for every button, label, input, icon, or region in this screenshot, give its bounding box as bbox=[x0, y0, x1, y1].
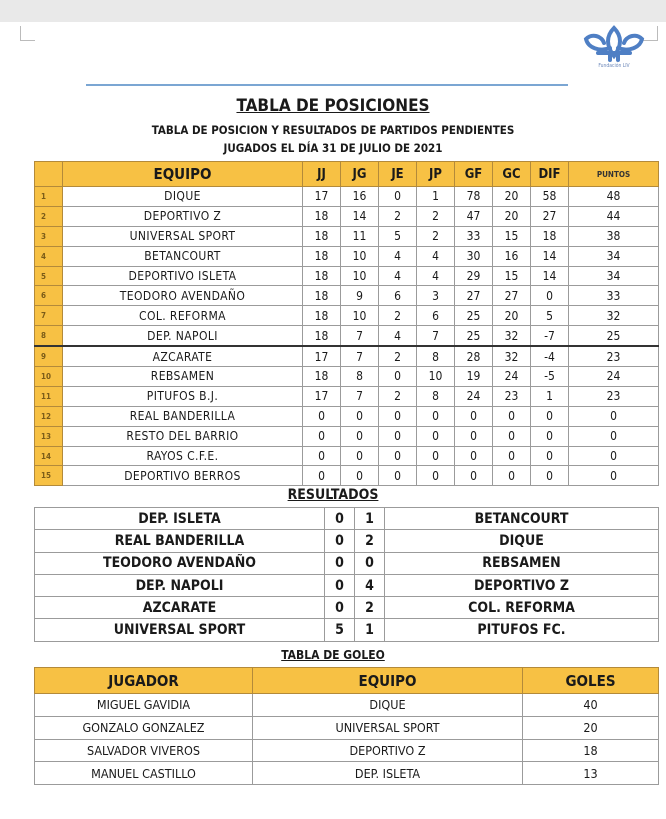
standings-row bbox=[35, 286, 659, 306]
standings-row bbox=[35, 226, 659, 246]
jj-cell: 18 bbox=[303, 326, 341, 346]
col-header-jj: JJ bbox=[303, 162, 341, 187]
result-row bbox=[35, 552, 659, 574]
standings-row bbox=[35, 446, 659, 466]
position-cell: 10 bbox=[35, 367, 63, 387]
dif-cell: 0 bbox=[531, 426, 569, 446]
home-team-cell: REAL BANDERILLA bbox=[35, 530, 325, 552]
position-cell: 6 bbox=[35, 286, 63, 306]
jp-cell: 8 bbox=[417, 386, 455, 406]
gc-cell: 27 bbox=[493, 286, 531, 306]
gc-cell: 0 bbox=[493, 426, 531, 446]
je-cell: 2 bbox=[379, 386, 417, 406]
team-cell: REBSAMEN bbox=[63, 367, 303, 387]
jg-cell: 7 bbox=[341, 346, 379, 366]
col-header-gf: GF bbox=[455, 162, 493, 187]
away-score-cell: 2 bbox=[355, 530, 385, 552]
puntos-cell: 44 bbox=[569, 206, 659, 226]
puntos-cell: 0 bbox=[569, 466, 659, 486]
home-team-cell: TEODORO AVENDAÑO bbox=[35, 552, 325, 574]
jj-cell: 0 bbox=[303, 446, 341, 466]
je-cell: 2 bbox=[379, 306, 417, 326]
team-cell: UNIVERSAL SPORT bbox=[63, 226, 303, 246]
dif-cell: 58 bbox=[531, 187, 569, 207]
dif-cell: 14 bbox=[531, 246, 569, 266]
position-cell: 9 bbox=[35, 346, 63, 366]
puntos-cell: 38 bbox=[569, 226, 659, 246]
gc-cell: 15 bbox=[493, 226, 531, 246]
gf-cell: 28 bbox=[455, 346, 493, 366]
je-cell: 5 bbox=[379, 226, 417, 246]
puntos-cell: 25 bbox=[569, 326, 659, 346]
standings-row bbox=[35, 326, 659, 346]
page-title: TABLA DE POSICIONES bbox=[236, 96, 430, 116]
scorers-title: TABLA DE GOLEO bbox=[281, 648, 385, 662]
jg-cell: 14 bbox=[341, 206, 379, 226]
result-row bbox=[35, 530, 659, 552]
col-header-equipo: EQUIPO bbox=[63, 162, 303, 187]
away-score-cell: 0 bbox=[355, 552, 385, 574]
gc-cell: 20 bbox=[493, 206, 531, 226]
scorer-row bbox=[35, 739, 659, 762]
dif-cell: 0 bbox=[531, 446, 569, 466]
dif-cell: -5 bbox=[531, 367, 569, 387]
dif-cell: 0 bbox=[531, 286, 569, 306]
gc-cell: 23 bbox=[493, 386, 531, 406]
jp-cell: 6 bbox=[417, 306, 455, 326]
standings-row bbox=[35, 386, 659, 406]
jj-cell: 18 bbox=[303, 286, 341, 306]
je-cell: 2 bbox=[379, 206, 417, 226]
jp-cell: 7 bbox=[417, 326, 455, 346]
team-cell: DEPORTIVO ISLETA bbox=[63, 266, 303, 286]
dif-cell: 27 bbox=[531, 206, 569, 226]
gc-cell: 32 bbox=[493, 326, 531, 346]
standings-row bbox=[35, 426, 659, 446]
position-cell: 13 bbox=[35, 426, 63, 446]
col-header-je: JE bbox=[379, 162, 417, 187]
team-cell: DEPORTIVO Z bbox=[63, 206, 303, 226]
jj-cell: 18 bbox=[303, 266, 341, 286]
je-cell: 0 bbox=[379, 446, 417, 466]
scorers-header-row bbox=[35, 668, 659, 694]
dif-cell: 14 bbox=[531, 266, 569, 286]
standings-row bbox=[35, 406, 659, 426]
position-cell: 7 bbox=[35, 306, 63, 326]
scorer-team-cell: DEP. ISLETA bbox=[253, 762, 523, 785]
position-cell: 11 bbox=[35, 386, 63, 406]
puntos-cell: 32 bbox=[569, 306, 659, 326]
subtitle-line-1: TABLA DE POSICION Y RESULTADOS DE PARTIDOS PENDIENTES bbox=[151, 123, 515, 137]
dif-cell: 0 bbox=[531, 406, 569, 426]
home-score-cell: 0 bbox=[325, 597, 355, 619]
away-team-cell: REBSAMEN bbox=[385, 552, 659, 574]
je-cell: 0 bbox=[379, 406, 417, 426]
col-header-dif: DIF bbox=[531, 162, 569, 187]
player-cell: GONZALO GONZALEZ bbox=[35, 716, 253, 739]
jj-cell: 17 bbox=[303, 386, 341, 406]
puntos-cell: 48 bbox=[569, 187, 659, 207]
logo-caption: Fundación LIV bbox=[598, 63, 630, 69]
home-team-cell: DEP. ISLETA bbox=[35, 508, 325, 530]
jj-cell: 18 bbox=[303, 206, 341, 226]
jj-cell: 0 bbox=[303, 426, 341, 446]
standings-row bbox=[35, 206, 659, 226]
gc-cell: 24 bbox=[493, 367, 531, 387]
gf-cell: 0 bbox=[455, 426, 493, 446]
away-score-cell: 4 bbox=[355, 574, 385, 596]
je-cell: 2 bbox=[379, 346, 417, 366]
away-team-cell: PITUFOS FC. bbox=[385, 619, 659, 641]
col-header-puntos: PUNTOS bbox=[569, 162, 659, 187]
gf-cell: 25 bbox=[455, 306, 493, 326]
page-corner-mark-left bbox=[20, 26, 35, 41]
scorer-team-cell: UNIVERSAL SPORT bbox=[253, 716, 523, 739]
position-cell: 1 bbox=[35, 187, 63, 207]
dif-cell: 5 bbox=[531, 306, 569, 326]
jj-cell: 0 bbox=[303, 466, 341, 486]
jp-cell: 3 bbox=[417, 286, 455, 306]
standings-row bbox=[35, 187, 659, 207]
puntos-cell: 33 bbox=[569, 286, 659, 306]
col-header-jp: JP bbox=[417, 162, 455, 187]
goals-cell: 18 bbox=[523, 739, 659, 762]
standings-table bbox=[34, 161, 659, 486]
position-cell: 3 bbox=[35, 226, 63, 246]
team-cell: RESTO DEL BARRIO bbox=[63, 426, 303, 446]
team-cell: COL. REFORMA bbox=[63, 306, 303, 326]
col-header-jugador: JUGADOR bbox=[35, 668, 253, 694]
col-header-gc: GC bbox=[493, 162, 531, 187]
player-cell: MANUEL CASTILLO bbox=[35, 762, 253, 785]
jj-cell: 0 bbox=[303, 406, 341, 426]
gc-cell: 16 bbox=[493, 246, 531, 266]
goals-cell: 40 bbox=[523, 694, 659, 717]
puntos-cell: 0 bbox=[569, 426, 659, 446]
position-cell: 2 bbox=[35, 206, 63, 226]
home-score-cell: 0 bbox=[325, 574, 355, 596]
result-row bbox=[35, 619, 659, 641]
position-cell: 4 bbox=[35, 246, 63, 266]
result-row bbox=[35, 508, 659, 530]
jg-cell: 8 bbox=[341, 367, 379, 387]
jp-cell: 1 bbox=[417, 187, 455, 207]
away-team-cell: DIQUE bbox=[385, 530, 659, 552]
gf-cell: 33 bbox=[455, 226, 493, 246]
jj-cell: 18 bbox=[303, 367, 341, 387]
scorer-team-cell: DIQUE bbox=[253, 694, 523, 717]
team-cell: AZCARATE bbox=[63, 346, 303, 366]
results-title: RESULTADOS bbox=[287, 487, 379, 503]
gf-cell: 24 bbox=[455, 386, 493, 406]
puntos-cell: 23 bbox=[569, 386, 659, 406]
scorer-row bbox=[35, 762, 659, 785]
home-team-cell: AZCARATE bbox=[35, 597, 325, 619]
team-cell: PITUFOS B.J. bbox=[63, 386, 303, 406]
gf-cell: 19 bbox=[455, 367, 493, 387]
jg-cell: 9 bbox=[341, 286, 379, 306]
results-table bbox=[34, 507, 659, 642]
gc-cell: 0 bbox=[493, 406, 531, 426]
scorers-table bbox=[34, 667, 659, 785]
gf-cell: 25 bbox=[455, 326, 493, 346]
home-team-cell: DEP. NAPOLI bbox=[35, 574, 325, 596]
jp-cell: 8 bbox=[417, 346, 455, 366]
away-team-cell: DEPORTIVO Z bbox=[385, 574, 659, 596]
away-team-cell: COL. REFORMA bbox=[385, 597, 659, 619]
jp-cell: 4 bbox=[417, 266, 455, 286]
dif-cell: 18 bbox=[531, 226, 569, 246]
jp-cell: 4 bbox=[417, 246, 455, 266]
standings-row bbox=[35, 367, 659, 387]
home-team-cell: UNIVERSAL SPORT bbox=[35, 619, 325, 641]
away-team-cell: BETANCOURT bbox=[385, 508, 659, 530]
col-header-goles: GOLES bbox=[523, 668, 659, 694]
gc-cell: 0 bbox=[493, 446, 531, 466]
fleur-de-lis-icon bbox=[576, 22, 652, 64]
position-cell: 15 bbox=[35, 466, 63, 486]
jp-cell: 0 bbox=[417, 466, 455, 486]
standings-row bbox=[35, 346, 659, 366]
je-cell: 4 bbox=[379, 326, 417, 346]
gf-cell: 0 bbox=[455, 466, 493, 486]
home-score-cell: 0 bbox=[325, 530, 355, 552]
result-row bbox=[35, 574, 659, 596]
gf-cell: 30 bbox=[455, 246, 493, 266]
dif-cell: 1 bbox=[531, 386, 569, 406]
team-cell: DEP. NAPOLI bbox=[63, 326, 303, 346]
je-cell: 0 bbox=[379, 367, 417, 387]
goals-cell: 13 bbox=[523, 762, 659, 785]
je-cell: 0 bbox=[379, 466, 417, 486]
jg-cell: 7 bbox=[341, 386, 379, 406]
gf-cell: 27 bbox=[455, 286, 493, 306]
jj-cell: 18 bbox=[303, 226, 341, 246]
gc-cell: 20 bbox=[493, 306, 531, 326]
subtitle-line-2: JUGADOS EL DÍA 31 DE JULIO DE 2021 bbox=[223, 141, 443, 155]
standings-row bbox=[35, 466, 659, 486]
away-score-cell: 1 bbox=[355, 619, 385, 641]
dif-cell: 0 bbox=[531, 466, 569, 486]
puntos-cell: 23 bbox=[569, 346, 659, 366]
jg-cell: 11 bbox=[341, 226, 379, 246]
col-header-pos bbox=[35, 162, 63, 187]
je-cell: 4 bbox=[379, 266, 417, 286]
team-cell: BETANCOURT bbox=[63, 246, 303, 266]
goals-cell: 20 bbox=[523, 716, 659, 739]
standings-header-row bbox=[35, 162, 659, 187]
team-cell: DEPORTIVO BERROS bbox=[63, 466, 303, 486]
gc-cell: 0 bbox=[493, 466, 531, 486]
jg-cell: 10 bbox=[341, 246, 379, 266]
standings-row bbox=[35, 246, 659, 266]
team-cell: REAL BANDERILLA bbox=[63, 406, 303, 426]
position-cell: 12 bbox=[35, 406, 63, 426]
home-score-cell: 5 bbox=[325, 619, 355, 641]
jg-cell: 10 bbox=[341, 306, 379, 326]
gf-cell: 0 bbox=[455, 446, 493, 466]
away-score-cell: 1 bbox=[355, 508, 385, 530]
gc-cell: 20 bbox=[493, 187, 531, 207]
col-header-equipo-goleo: EQUIPO bbox=[253, 668, 523, 694]
gc-cell: 32 bbox=[493, 346, 531, 366]
jj-cell: 17 bbox=[303, 187, 341, 207]
dif-cell: -7 bbox=[531, 326, 569, 346]
puntos-cell: 0 bbox=[569, 406, 659, 426]
dif-cell: -4 bbox=[531, 346, 569, 366]
gf-cell: 29 bbox=[455, 266, 493, 286]
home-score-cell: 0 bbox=[325, 508, 355, 530]
away-score-cell: 2 bbox=[355, 597, 385, 619]
puntos-cell: 34 bbox=[569, 266, 659, 286]
gf-cell: 78 bbox=[455, 187, 493, 207]
col-header-jg: JG bbox=[341, 162, 379, 187]
jg-cell: 10 bbox=[341, 266, 379, 286]
scorer-row bbox=[35, 694, 659, 717]
team-cell: DIQUE bbox=[63, 187, 303, 207]
team-cell: TEODORO AVENDAÑO bbox=[63, 286, 303, 306]
team-cell: RAYOS C.F.E. bbox=[63, 446, 303, 466]
scorer-row bbox=[35, 716, 659, 739]
gf-cell: 47 bbox=[455, 206, 493, 226]
position-cell: 8 bbox=[35, 326, 63, 346]
je-cell: 0 bbox=[379, 187, 417, 207]
header-divider bbox=[86, 84, 568, 86]
jg-cell: 0 bbox=[341, 446, 379, 466]
jp-cell: 2 bbox=[417, 206, 455, 226]
puntos-cell: 34 bbox=[569, 246, 659, 266]
jp-cell: 0 bbox=[417, 406, 455, 426]
position-cell: 14 bbox=[35, 446, 63, 466]
je-cell: 0 bbox=[379, 426, 417, 446]
standings-row bbox=[35, 306, 659, 326]
jp-cell: 10 bbox=[417, 367, 455, 387]
puntos-cell: 0 bbox=[569, 446, 659, 466]
gc-cell: 15 bbox=[493, 266, 531, 286]
home-score-cell: 0 bbox=[325, 552, 355, 574]
top-bar bbox=[0, 0, 666, 22]
je-cell: 4 bbox=[379, 246, 417, 266]
jg-cell: 16 bbox=[341, 187, 379, 207]
jg-cell: 0 bbox=[341, 426, 379, 446]
jj-cell: 18 bbox=[303, 306, 341, 326]
player-cell: MIGUEL GAVIDIA bbox=[35, 694, 253, 717]
jg-cell: 7 bbox=[341, 326, 379, 346]
jp-cell: 2 bbox=[417, 226, 455, 246]
jj-cell: 17 bbox=[303, 346, 341, 366]
scorer-team-cell: DEPORTIVO Z bbox=[253, 739, 523, 762]
jj-cell: 18 bbox=[303, 246, 341, 266]
position-cell: 5 bbox=[35, 266, 63, 286]
standings-row bbox=[35, 266, 659, 286]
jg-cell: 0 bbox=[341, 466, 379, 486]
puntos-cell: 24 bbox=[569, 367, 659, 387]
player-cell: SALVADOR VIVEROS bbox=[35, 739, 253, 762]
je-cell: 6 bbox=[379, 286, 417, 306]
gf-cell: 0 bbox=[455, 406, 493, 426]
jp-cell: 0 bbox=[417, 426, 455, 446]
foundation-logo bbox=[576, 22, 652, 72]
jg-cell: 0 bbox=[341, 406, 379, 426]
jp-cell: 0 bbox=[417, 446, 455, 466]
result-row bbox=[35, 597, 659, 619]
